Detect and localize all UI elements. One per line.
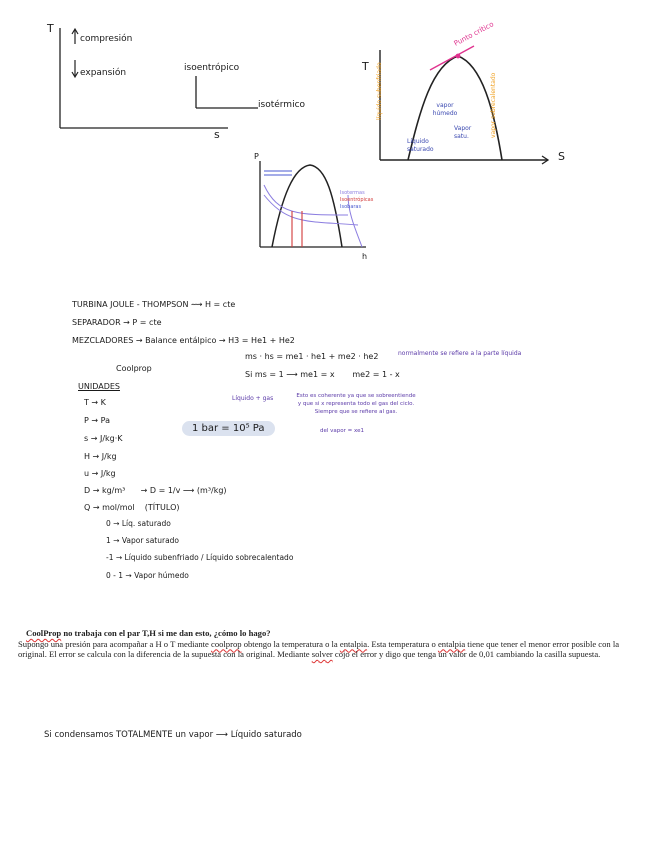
unit-quality: Q → mol/mol [84,503,135,512]
unit-enthalpy: H → J/kg [84,452,117,461]
question-heading [18,628,628,639]
para-part: Supongo una presión para acompañar a H o T mediante [18,638,211,649]
ph-diagram [248,155,378,265]
unit-temperature: T → K [84,398,106,407]
unit-density: D → kg/m³ [84,486,126,495]
quality-one: 1 → Vapor saturado [106,536,180,545]
mass-equation-line [245,370,400,379]
ts-dome-diagram [370,20,570,170]
dome-s-axis-label: S [558,150,565,163]
unit-pressure: P → Pa [84,416,110,425]
units-title: UNIDADES [78,382,120,391]
para-word: solver [311,649,333,660]
legend-isobaric: Isobaras [340,204,362,210]
saturated-vapor-label: Vapor satu. [454,125,472,140]
quality-zero: 0 → Líq. saturado [106,519,171,528]
unit-density-line [84,486,227,495]
long-arrow: ⟶ [215,730,231,740]
para-part: . Esta temperatura o [367,638,438,649]
isothermal-label: isotérmico [258,100,306,110]
s-axis-label: s [214,128,220,141]
saturated-liquid-label: Líquido saturado [407,138,434,153]
arrow: ⟶ [182,486,197,495]
dome-t-axis-label: T [362,60,369,73]
unit-entropy: s → J/kg·K [84,434,123,443]
bar-conversion-box: 1 bar = 10⁵ Pa [182,421,275,436]
coolprop-label: Coolprop [116,364,152,373]
para-word: entalpia [339,638,368,649]
subcooled-liquid-label: líquido subenfriado [376,62,383,120]
vapor-note: del vapor = xe1 [320,428,364,434]
compression-label: compresión [80,34,133,44]
spacer [128,486,138,495]
heading-rest: no trabaja con el par T,H si me dan esto, ¿cómo lo hago? [61,628,271,638]
density-definition: → D = 1/v [140,486,181,495]
enthalpy-equation: ms · hs = me1 · he1 + me2 · he2 [245,352,379,361]
para-word: entalpia [437,638,466,649]
legend-isentropic: Isoentrópicas [340,197,374,203]
answer-paragraph [18,639,628,660]
quality-zero-one: 0 - 1 → Vapor húmedo [106,571,189,580]
mixers-line: MEZCLADORES → Balance entálpico → H3 = He1 + He2 [72,336,295,345]
legend-isotherms: Isotermas [340,190,365,196]
liquid-part-note: normalmente se refiere a la parte líquida [398,350,522,357]
para-word: coolprop [211,638,242,649]
isentropic-label: isoentrópico [184,63,240,73]
quality-title: (TÍTULO) [144,503,180,512]
condensation-result: Líquido saturado [230,730,302,740]
separator-line: SEPARADOR → P = cte [72,318,162,327]
unit-quality-line [84,503,180,512]
para-part: tiene que tener el menor error posible con la original. El error se calcula con la diferencia de la supuesta con la original. Mediante [18,638,620,660]
spacer [137,503,142,512]
p-axis-label: P [254,152,259,161]
t-axis-label: T [47,22,54,35]
coherence-note: Esto es coherente ya que se sobreentiende y que si x representa todo el gas del ciclo. Siempre que se refiere al gas. [296,393,416,415]
quality-minus-one: -1 → Líquido subenfriado / Líquido sobrecalentado [106,553,294,562]
spacer [337,370,350,379]
h-axis-label: h [362,252,368,261]
turbine-result: H = cte [205,300,236,309]
turbine-line [72,300,235,309]
superheated-vapor-label: vapor sobrecalentado [490,72,497,138]
condensation-text: Si condensamos TOTALMENTE un vapor [44,730,214,740]
critical-point-label: Punto crítico [452,20,496,48]
squiggle-arrow: ⟿ [190,300,205,309]
unit-internal-energy: u → J/kg [84,469,116,478]
turbine-label: TURBINA JOULE - THOMPSON [72,300,189,309]
arrow: ⟶ [286,370,301,379]
expansion-label: expansión [80,68,127,78]
me1-eq: me1 = x [300,370,335,379]
me2-eq: me2 = 1 - x [352,370,400,379]
ms-eq: Si ms = 1 [245,370,284,379]
liquid-gas-note: Líquido + gas [232,395,274,402]
para-part: obtengo la temperatura o la [241,638,340,649]
specific-volume-unit: (m³/kg) [196,486,227,495]
para-part: cojo el error y digo que tenga un valor de 0,01 cambiando la casilla supuesta. [332,649,601,660]
condensation-note [44,730,302,740]
wet-vapor-label: vapor húmedo [432,102,458,117]
coolprop-question-block [18,628,628,660]
heading-coolprop: CoolProp [26,628,62,638]
